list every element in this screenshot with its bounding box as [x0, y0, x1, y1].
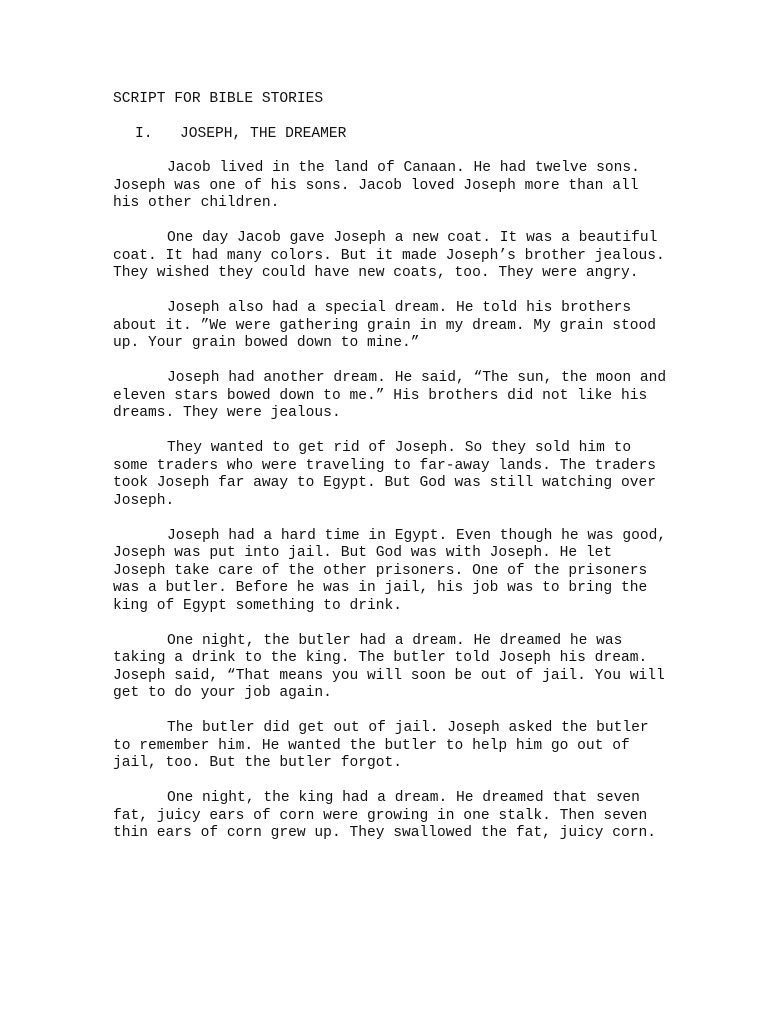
paragraph: Joseph had a hard time in Egypt. Even though he was good, Joseph was put into jail. But God was with Joseph. He let Joseph take care of the other prisoners. One of the prisoners was a butler. Before he was in jail, his job was to bring the king of Egypt something to drink. — [113, 527, 667, 614]
section-heading — [113, 126, 673, 144]
paragraph: Joseph had another dream. He said, “The sun, the moon and eleven stars bowed down to me.” His brothers did not like his dreams. They were jealous. — [113, 370, 667, 421]
paragraph: One day Jacob gave Joseph a new coat. It was a beautiful coat. It had many colors. But it made Joseph’s brother jealous. They wished they could have new coats, too. They were angry. — [113, 230, 665, 281]
section-heading-text: JOSEPH, THE DREAMER — [180, 125, 347, 142]
paragraph: One night, the king had a dream. He dreamed that seven fat, juicy ears of corn were growing in one stalk. Then seven thin ears of corn grew up. They swallowed the fat, juicy corn. — [113, 790, 656, 841]
section-number: I. — [135, 125, 153, 142]
paragraph: One night, the butler had a dream. He dreamed he was taking a drink to the king. The butler told Joseph his dream. Joseph said, “That means you will soon be out of jail. You will get to do your job again. — [113, 632, 665, 701]
document-title: SCRIPT FOR BIBLE STORIES — [113, 91, 324, 107]
paragraph: Jacob lived in the land of Canaan. He had twelve sons. Joseph was one of his sons. Jacob loved Joseph more than all his other children. — [113, 160, 640, 211]
document-page — [113, 91, 673, 843]
paragraph: The butler did get out of jail. Joseph asked the butler to remember him. He wanted the butler to help him go out of jail, too. But the butler forgot. — [113, 720, 649, 771]
paragraph: Joseph also had a special dream. He told his brothers about it. ”We were gathering grain in my dream. My grain stood up. Your grain bowed down to mine.” — [113, 300, 656, 351]
paragraph: They wanted to get rid of Joseph. So they sold him to some traders who were traveling to far-away lands. The traders took Joseph far away to Egypt. But God was still watching over Joseph. — [113, 440, 656, 509]
